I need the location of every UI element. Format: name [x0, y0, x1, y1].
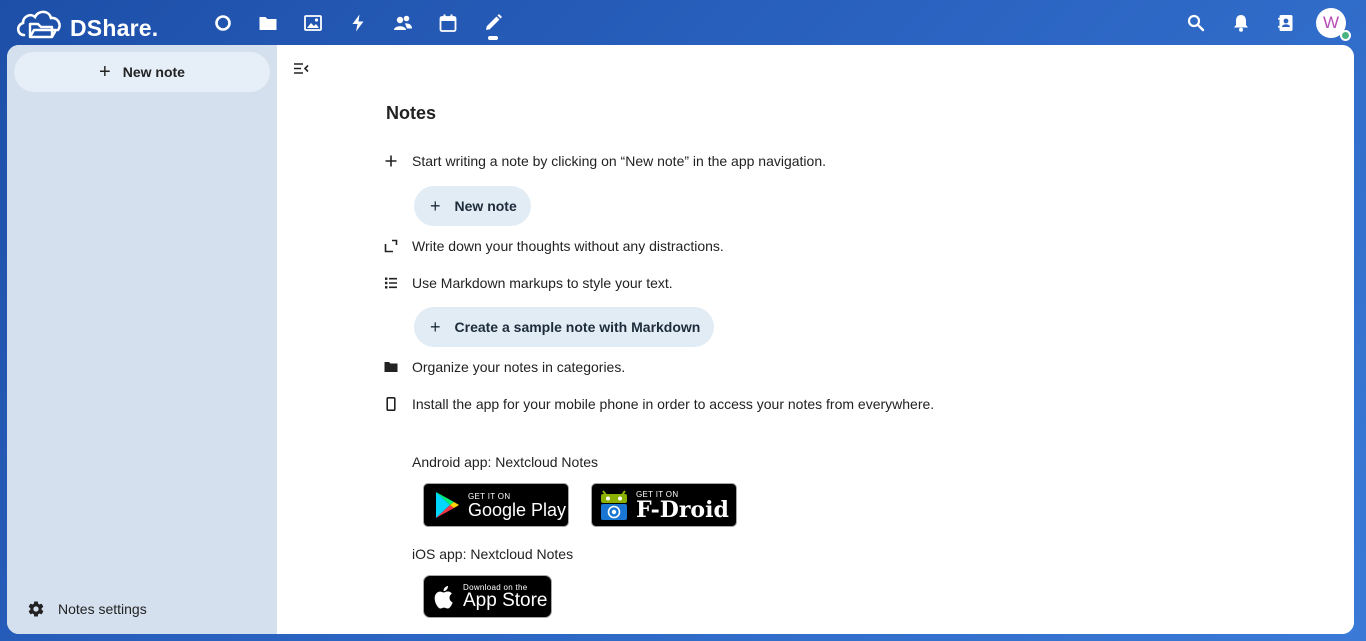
android-app-label: Android app: Nextcloud Notes: [412, 454, 598, 470]
ios-app-label: iOS app: Nextcloud Notes: [412, 546, 574, 562]
header-right: [1173, 0, 1366, 46]
cloud-folder-logo-icon: [14, 7, 66, 41]
top-bar: [0, 0, 1366, 46]
activity-icon: [348, 13, 368, 33]
feature-row-new-note: [384, 153, 826, 169]
app-notes[interactable]: [470, 0, 515, 46]
calendar-icon: [438, 13, 458, 33]
bell-icon: [1231, 13, 1251, 33]
scrollbar[interactable]: [1342, 45, 1354, 634]
user-menu[interactable]: [1308, 0, 1354, 46]
app-dashboard[interactable]: [200, 0, 245, 46]
feature-text: Install the app for your mobile phone in order to access your notes from everywhere.: [412, 396, 935, 412]
logo[interactable]: [14, 6, 158, 42]
fdroid-badge-big-text: F-Droid: [636, 496, 729, 523]
google-badge-small-text: GET IT ON: [468, 491, 511, 501]
feature-text: Organize your notes in categories.: [412, 359, 626, 375]
plus-icon: +: [430, 196, 441, 216]
app-calendar[interactable]: [425, 0, 470, 46]
brand-name: DShare.: [70, 14, 159, 41]
app-files[interactable]: [245, 0, 290, 46]
notes-settings-button[interactable]: [27, 600, 147, 618]
plus-icon: +: [430, 317, 441, 337]
google-badge-big-text: Google Play: [468, 499, 567, 520]
create-sample-note-button[interactable]: [414, 307, 714, 347]
navigation-toggle[interactable]: [291, 59, 311, 79]
online-status-indicator: [1340, 30, 1351, 41]
fdroid-badge-small-text: GET IT ON: [636, 489, 679, 499]
dashboard-icon: [213, 13, 233, 33]
app-menu: [200, 0, 515, 46]
search-button[interactable]: [1173, 0, 1218, 46]
apple-logo-icon: [433, 584, 457, 610]
f-droid-badge[interactable]: [591, 483, 737, 527]
search-icon: [1186, 13, 1206, 33]
cellphone-icon: [384, 396, 398, 412]
app-photos[interactable]: [290, 0, 335, 46]
app-navigation: [7, 45, 277, 634]
new-note-button[interactable]: [14, 52, 270, 92]
feature-row-markdown: [384, 275, 673, 291]
feature-row-distraction-free: [384, 238, 724, 254]
avatar: W: [1316, 8, 1346, 38]
format-list-icon: [384, 275, 398, 291]
app-content-frame: [7, 45, 1354, 634]
plus-icon: +: [99, 61, 111, 83]
feature-text: Start writing a note by clicking on “New note” in the app navigation.: [412, 153, 827, 169]
feature-text: Write down your thoughts without any distractions.: [412, 238, 724, 254]
feature-text: Use Markdown markups to style your text.: [412, 275, 673, 291]
contacts-menu-button[interactable]: [1263, 0, 1308, 46]
feature-row-mobile: [384, 396, 934, 412]
notes-icon: [483, 13, 503, 33]
contacts-icon: [393, 13, 413, 33]
gear-icon: [27, 600, 45, 618]
app-contacts[interactable]: [380, 0, 425, 46]
app-activity[interactable]: [335, 0, 380, 46]
sample-note-button-label: Create a sample note with Markdown: [454, 319, 701, 335]
files-icon: [258, 13, 278, 33]
google-play-icon: [432, 490, 462, 520]
feature-row-categories: [384, 359, 625, 375]
f-droid-icon: [598, 488, 630, 522]
menu-collapse-icon: [291, 59, 311, 79]
plus-icon: [384, 153, 398, 169]
folder-icon: [384, 359, 398, 375]
notes-settings-label: Notes settings: [58, 601, 147, 617]
page-title: Notes: [386, 103, 437, 123]
new-note-label: New note: [122, 64, 185, 80]
new-note-content-button[interactable]: [414, 186, 531, 226]
apple-badge-big-text: App Store: [463, 590, 548, 611]
notes-main: [277, 45, 1354, 634]
photos-icon: [303, 13, 323, 33]
app-store-badge[interactable]: [423, 575, 552, 618]
new-note-button-label: New note: [454, 198, 517, 214]
google-play-badge[interactable]: [423, 483, 569, 527]
address-book-icon: [1276, 13, 1296, 33]
notifications-button[interactable]: [1218, 0, 1263, 46]
apple-badge-small-text: Download on the: [463, 583, 528, 592]
fullscreen-icon: [384, 238, 398, 254]
